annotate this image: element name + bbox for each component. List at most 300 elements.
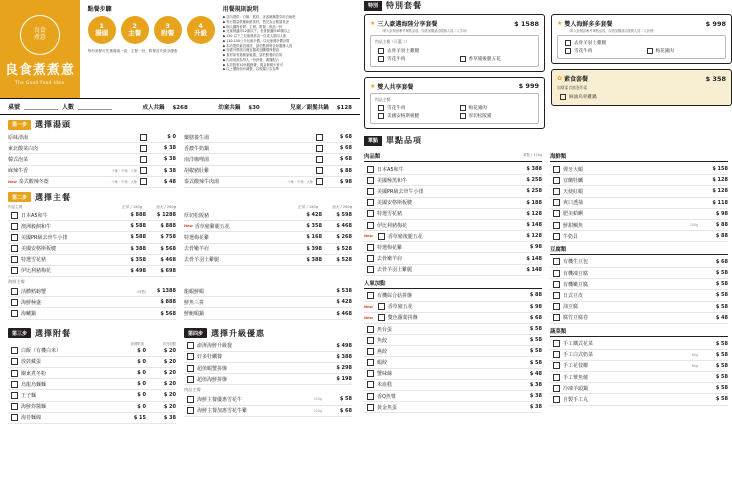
option-label: 雪花牛肉 (387, 56, 406, 62)
item-price: $ 128 (526, 210, 542, 217)
item-price: $ 388 (336, 353, 352, 360)
item-name: 海鮮主餐優惠雪花牛 (197, 396, 243, 403)
item-name: 魚台蛋 (377, 326, 393, 333)
menu-row[interactable] (550, 164, 728, 175)
menu-row[interactable] (550, 175, 728, 186)
menu-row[interactable] (184, 143, 352, 154)
item-price: $ 128 (712, 188, 728, 195)
menu-row[interactable] (550, 302, 728, 313)
item-checkbox[interactable] (11, 381, 18, 388)
item-checkbox[interactable] (316, 156, 323, 163)
item-checkbox[interactable] (316, 134, 323, 141)
item-sub: (時價) (137, 289, 146, 294)
item-checkbox[interactable] (553, 385, 560, 392)
set-name: 三人豪邁海陸分享套餐 (377, 21, 438, 28)
side-section (8, 324, 176, 424)
option-checkbox[interactable] (378, 113, 384, 119)
item-price: $ 58 (529, 359, 542, 366)
side-col-extra: 另外加點 (162, 341, 176, 346)
menu-row[interactable] (550, 279, 728, 290)
step-1 (88, 16, 116, 44)
menu-row[interactable] (550, 220, 728, 231)
menu-row[interactable] (184, 154, 352, 165)
item-name: 關東煮冬粉 (21, 370, 47, 377)
item-name: 蟹味絲 (377, 371, 393, 378)
menu-row[interactable] (8, 357, 176, 368)
category-name: 肉品類 (364, 154, 381, 161)
menu-row[interactable] (8, 221, 176, 232)
item-price: $ 538 (336, 288, 352, 295)
new-badge: New (364, 315, 373, 320)
item-checkbox[interactable] (367, 337, 374, 344)
item-price-large: $ 598 (336, 212, 352, 219)
item-checkbox[interactable] (11, 414, 18, 421)
item-name: 油豆腐 (563, 304, 579, 311)
set-card-vegetarian[interactable] (551, 69, 732, 106)
item-checkbox[interactable] (140, 134, 147, 141)
menu-row[interactable] (184, 255, 352, 266)
item-checkbox[interactable] (11, 234, 18, 241)
menu-row[interactable] (550, 361, 728, 372)
item-checkbox[interactable] (553, 303, 560, 310)
item-name: 泰式酸辣牛肉湯 (184, 179, 220, 186)
item-checkbox[interactable] (11, 267, 18, 274)
item-name: 有機凍豆腐 (563, 270, 589, 277)
menu-row[interactable] (184, 286, 352, 297)
menu-row[interactable] (550, 394, 728, 405)
menu-row[interactable] (550, 383, 728, 394)
item-price: $ 118 (712, 199, 728, 206)
set-option[interactable] (557, 93, 726, 101)
soup-col-right (184, 132, 352, 188)
menu-row[interactable] (8, 308, 176, 319)
menu-row[interactable] (8, 255, 176, 266)
item-price: $ 568 (160, 310, 176, 317)
item-checkbox[interactable] (11, 358, 18, 365)
price-adult-name: 成人共鍋 (142, 104, 165, 111)
side-title: 選擇附餐 (35, 328, 72, 338)
item-price: $ 148 (526, 222, 542, 229)
menu-row[interactable] (364, 380, 542, 391)
item-checkbox[interactable] (367, 292, 374, 299)
item-price-extra: $ 20 (163, 403, 176, 410)
item-checkbox[interactable] (187, 342, 194, 349)
menu-row[interactable] (364, 164, 542, 175)
item-name: 放鼓藏蛋 (21, 359, 42, 366)
option-checkbox[interactable] (647, 48, 653, 54)
item-price: $ 38 (529, 404, 542, 411)
people-label: 人數 (62, 104, 75, 111)
option-checkbox[interactable] (378, 56, 384, 62)
item-price-small: $ 888 (130, 212, 146, 219)
item-checkbox[interactable] (367, 255, 374, 262)
item-checkbox[interactable] (367, 199, 374, 206)
item-price: $ 58 (715, 292, 728, 299)
item-checkbox[interactable] (553, 351, 560, 358)
menu-row[interactable] (184, 132, 352, 143)
step-4-label: 升級 (194, 29, 208, 37)
item-checkbox[interactable] (553, 396, 560, 403)
menu-row[interactable] (364, 253, 542, 264)
item-price-extra: $ 20 (163, 370, 176, 377)
item-price: $ 258 (526, 177, 542, 184)
menu-row[interactable] (8, 346, 176, 357)
menu-row[interactable] (550, 198, 728, 209)
seafood-col-right (184, 286, 352, 320)
item-price-set: $ 0 (137, 347, 146, 354)
menu-row[interactable] (8, 154, 176, 165)
menu-row[interactable] (550, 350, 728, 361)
menu-row[interactable] (184, 210, 352, 221)
menu-row[interactable] (550, 268, 728, 279)
item-checkbox[interactable] (11, 310, 18, 317)
set-option-pair (375, 112, 534, 120)
menu-row[interactable] (364, 402, 542, 413)
new-badge: New (184, 224, 193, 229)
option-checkbox[interactable] (378, 48, 384, 54)
item-name: 去骨羊羽土雞腿 (377, 267, 413, 274)
menu-row[interactable] (8, 132, 176, 143)
item-checkbox[interactable] (367, 166, 374, 173)
item-name: 泰式酸辣冬蔭 (18, 179, 49, 186)
item-price-set: $ 0 (137, 392, 146, 399)
menu-row[interactable] (8, 177, 176, 188)
menu-row[interactable] (364, 302, 542, 313)
menu-row[interactable] (550, 186, 728, 197)
section-main-header (8, 192, 352, 203)
single-title: 單點品項 (386, 136, 423, 146)
item-checkbox[interactable] (553, 362, 560, 369)
item-price: $ 58 (715, 340, 728, 347)
set-card[interactable] (364, 14, 545, 72)
set-note: （單人套餐請參考單點品項，如需加購請洽服務人員二人享用） (380, 29, 470, 33)
menu-row[interactable] (364, 242, 542, 253)
set-price: $ 999 (518, 82, 539, 91)
star-icon: ★ (370, 82, 376, 90)
item-price-small: $ 498 (130, 267, 146, 274)
item-checkbox[interactable] (367, 404, 374, 411)
menu-row[interactable] (364, 265, 542, 276)
item-checkbox[interactable] (553, 281, 560, 288)
special-right-col (551, 14, 732, 129)
item-name: 龍蝦鮮蝦 (184, 288, 205, 295)
menu-row[interactable] (364, 186, 542, 197)
item-price-set: $ 0 (137, 370, 146, 377)
item-checkbox[interactable] (553, 292, 560, 299)
menu-row[interactable] (184, 352, 352, 363)
item-checkbox[interactable] (553, 270, 560, 277)
menu-row[interactable] (364, 369, 542, 380)
table-input[interactable] (24, 103, 58, 110)
item-checkbox[interactable] (367, 359, 374, 366)
menu-row[interactable] (184, 297, 352, 308)
item-checkbox[interactable] (367, 210, 374, 217)
item-name: 超值蝦蟹拼盤 (197, 365, 228, 372)
set-options (370, 35, 539, 67)
menu-row[interactable] (364, 231, 542, 242)
item-checkbox[interactable] (316, 167, 323, 174)
menu-row[interactable] (8, 390, 176, 401)
menu-row[interactable] (184, 308, 352, 319)
set-card[interactable] (551, 14, 732, 64)
menu-row[interactable] (184, 394, 352, 405)
section-side-header (8, 328, 176, 339)
item-name: 爽口透抽 (563, 200, 584, 207)
option-checkbox[interactable] (560, 94, 566, 100)
item-checkbox[interactable] (187, 365, 194, 372)
set-option[interactable] (644, 47, 722, 55)
rule-item: ◆ 本店提供素食湯底，請於點餐時告知服務人員 (222, 43, 293, 48)
menu-row[interactable] (364, 357, 542, 368)
menu-row[interactable] (8, 266, 176, 277)
item-checkbox[interactable] (316, 178, 323, 185)
menu-row[interactable] (8, 143, 176, 154)
single-col-left (364, 149, 542, 413)
item-price-small: $ 168 (306, 234, 322, 241)
menu-row[interactable] (364, 324, 542, 335)
item-checkbox[interactable] (367, 188, 374, 195)
item-price-set: $ 0 (137, 381, 146, 388)
set-option[interactable] (457, 104, 535, 112)
item-checkbox[interactable] (140, 145, 147, 152)
item-price: $ 58 (529, 348, 542, 355)
item-checkbox[interactable] (140, 156, 147, 163)
item-checkbox[interactable] (11, 245, 18, 252)
item-checkbox[interactable] (11, 403, 18, 410)
menu-row[interactable] (184, 221, 352, 232)
main-step-tag: 第二步 (8, 192, 31, 202)
item-price-extra: $ 20 (163, 347, 176, 354)
item-checkbox[interactable] (367, 326, 374, 333)
item-checkbox[interactable] (553, 233, 560, 240)
item-name: 特選梅花雞 (377, 244, 403, 251)
set-option[interactable] (375, 55, 453, 63)
item-checkbox[interactable] (553, 222, 560, 229)
item-name: 東北酸菜白肉 (8, 145, 39, 152)
set-option[interactable] (375, 104, 453, 112)
main-meat-columns (8, 210, 352, 277)
item-price: $ 58 (529, 326, 542, 333)
item-checkbox[interactable] (187, 396, 194, 403)
menu-row[interactable] (184, 406, 352, 417)
leaf-icon: ✿ (557, 75, 563, 83)
item-checkbox[interactable] (11, 370, 18, 377)
item-name: 特選梅花雞 (184, 234, 210, 241)
step-2 (121, 16, 149, 44)
item-name: 特選雪花豬 (377, 211, 403, 218)
menu-row[interactable] (364, 220, 542, 231)
item-price-large: $ 528 (336, 256, 352, 263)
menu-row[interactable] (364, 391, 542, 402)
option-checkbox[interactable] (565, 40, 571, 46)
item-price: $ 188 (526, 199, 542, 206)
menu-row[interactable] (550, 290, 728, 301)
item-checkbox[interactable] (553, 177, 560, 184)
option-checkbox[interactable] (460, 113, 466, 119)
rule-item: ◆ 110-150公分兒童半價，以兒童餐計價計算 (222, 38, 290, 43)
rule-item: ◆ 如需外帶請自備容器或加購環保餐盒 (222, 48, 279, 53)
item-checkbox[interactable] (187, 407, 194, 414)
item-checkbox[interactable] (367, 370, 374, 377)
category-header (364, 279, 542, 289)
item-checkbox[interactable] (378, 233, 385, 240)
item-checkbox[interactable] (11, 347, 18, 354)
item-checkbox[interactable] (11, 392, 18, 399)
item-checkbox[interactable] (11, 299, 18, 306)
right-page (360, 0, 732, 480)
price-toddler-value: $30 (248, 104, 260, 111)
item-checkbox[interactable] (187, 353, 194, 360)
item-price-small: $ 388 (130, 245, 146, 252)
item-checkbox[interactable] (140, 178, 147, 185)
item-name: 香草豬五花 (387, 304, 413, 311)
item-price: $ 58 (715, 270, 728, 277)
category-name: 豆腐類 (550, 247, 567, 254)
item-checkbox[interactable] (367, 348, 374, 355)
item-price: $ 58 (715, 362, 728, 369)
item-checkbox[interactable] (140, 167, 147, 174)
menu-header (0, 0, 360, 98)
menu-row[interactable] (364, 313, 542, 324)
set-option-pair (375, 104, 534, 112)
set-option[interactable] (562, 47, 640, 55)
rule-item: ◆ 每日限量供應新鮮食材，售完為止敬請見諒 (222, 19, 289, 24)
set-card[interactable] (364, 77, 545, 130)
item-price: $ 98 (715, 210, 728, 217)
meat-col-right (184, 210, 352, 277)
item-price: $ 58 (715, 374, 728, 381)
item-checkbox[interactable] (378, 303, 385, 310)
item-qty: 100g (689, 223, 698, 228)
menu-row[interactable] (8, 368, 176, 379)
menu-row[interactable] (184, 374, 352, 385)
item-checkbox[interactable] (367, 222, 374, 229)
item-checkbox[interactable] (367, 381, 374, 388)
item-name: 有機生豆包 (563, 259, 589, 266)
option-checkbox[interactable] (378, 105, 384, 111)
item-checkbox[interactable] (553, 374, 560, 381)
item-checkbox[interactable] (11, 256, 18, 263)
option-checkbox[interactable] (460, 56, 466, 62)
item-price: $ 58 (529, 337, 542, 344)
menu-row[interactable] (8, 286, 176, 297)
option-label: 梅花豬肉 (655, 49, 674, 55)
item-checkbox[interactable] (553, 210, 560, 217)
item-checkbox[interactable] (367, 393, 374, 400)
menu-row[interactable] (550, 372, 728, 383)
steps-note: 每份套餐可任選湯頭一款、主餐一份、附餐及升級享優惠 (87, 49, 178, 53)
menu-row[interactable] (550, 209, 728, 220)
category-name: 海鮮類 (550, 154, 567, 161)
special-title: 特別套餐 (386, 1, 423, 10)
item-checkbox[interactable] (367, 177, 374, 184)
item-price: $ 38 (529, 381, 542, 388)
item-checkbox[interactable] (187, 376, 194, 383)
item-sub: 小辣・中辣・大辣 (111, 169, 137, 174)
rule-item: ◆ 店內提供：白飯、飲料、冰淇淋無限享用自助吧 (222, 15, 296, 19)
section-soup-header (8, 119, 352, 130)
menu-row[interactable] (184, 363, 352, 374)
menu-row[interactable] (184, 341, 352, 352)
menu-row[interactable] (8, 413, 176, 424)
category-name: 人氣加點 (364, 280, 386, 287)
step-3 (154, 16, 182, 44)
item-checkbox[interactable] (11, 212, 18, 219)
item-checkbox[interactable] (553, 166, 560, 173)
item-checkbox[interactable] (11, 288, 18, 295)
menu-row[interactable] (8, 244, 176, 255)
menu-row[interactable] (8, 166, 176, 177)
item-checkbox[interactable] (553, 258, 560, 265)
item-checkbox[interactable] (367, 266, 374, 273)
menu-row[interactable] (8, 297, 176, 308)
set-option[interactable] (457, 112, 535, 120)
menu-row[interactable] (8, 379, 176, 390)
menu-row[interactable] (184, 232, 352, 243)
set-price: $ 998 (705, 19, 726, 28)
item-checkbox[interactable] (553, 314, 560, 321)
set-option[interactable] (562, 39, 721, 47)
item-price-small: $ 358 (306, 223, 322, 230)
set-option[interactable] (457, 55, 535, 63)
item-price-large: $ 468 (336, 223, 352, 230)
item-price: $ 148 (526, 255, 542, 262)
new-badge: New (364, 304, 373, 309)
menu-row[interactable] (364, 175, 542, 186)
menu-row[interactable] (8, 402, 176, 413)
menu-row[interactable] (550, 313, 728, 324)
menu-row[interactable] (364, 209, 542, 220)
step-2-no: 2 (132, 21, 137, 30)
option-checkbox[interactable] (565, 48, 571, 54)
menu-row[interactable] (184, 166, 352, 177)
menu-row[interactable] (364, 198, 542, 209)
item-checkbox[interactable] (553, 188, 560, 195)
menu-row[interactable] (184, 244, 352, 255)
menu-row[interactable] (364, 290, 542, 301)
item-name: 天使紅蝦 (563, 188, 584, 195)
set-option[interactable] (375, 112, 453, 120)
item-price: $ 58 (339, 396, 352, 403)
item-name: 美國PR級去骨牛小排 (21, 234, 68, 241)
item-price-small: $ 388 (306, 256, 322, 263)
menu-row[interactable] (364, 335, 542, 346)
set-option-pair (562, 47, 721, 55)
item-price-small: $ 428 (306, 212, 322, 219)
option-label: 雪花牛肉 (574, 49, 593, 55)
item-name: 去骨嫩羊肩 (184, 246, 210, 253)
item-checkbox[interactable] (316, 145, 323, 152)
menu-row[interactable] (550, 231, 728, 242)
menu-row[interactable] (550, 257, 728, 268)
menu-row[interactable] (550, 338, 728, 349)
item-checkbox[interactable] (367, 244, 374, 251)
set-option[interactable] (375, 47, 534, 55)
menu-row[interactable] (8, 232, 176, 243)
item-checkbox[interactable] (553, 199, 560, 206)
menu-row[interactable] (184, 177, 352, 188)
item-checkbox[interactable] (11, 223, 18, 230)
option-checkbox[interactable] (460, 105, 466, 111)
item-checkbox[interactable] (553, 340, 560, 347)
item-checkbox[interactable] (378, 314, 385, 321)
menu-row[interactable] (364, 346, 542, 357)
item-name: 白飯（有機白米） (21, 348, 62, 355)
brand-sub: The Good Food Idea (15, 80, 65, 85)
people-input[interactable] (78, 103, 112, 110)
item-price: $ 128 (526, 233, 542, 240)
menu-row[interactable] (8, 210, 176, 221)
